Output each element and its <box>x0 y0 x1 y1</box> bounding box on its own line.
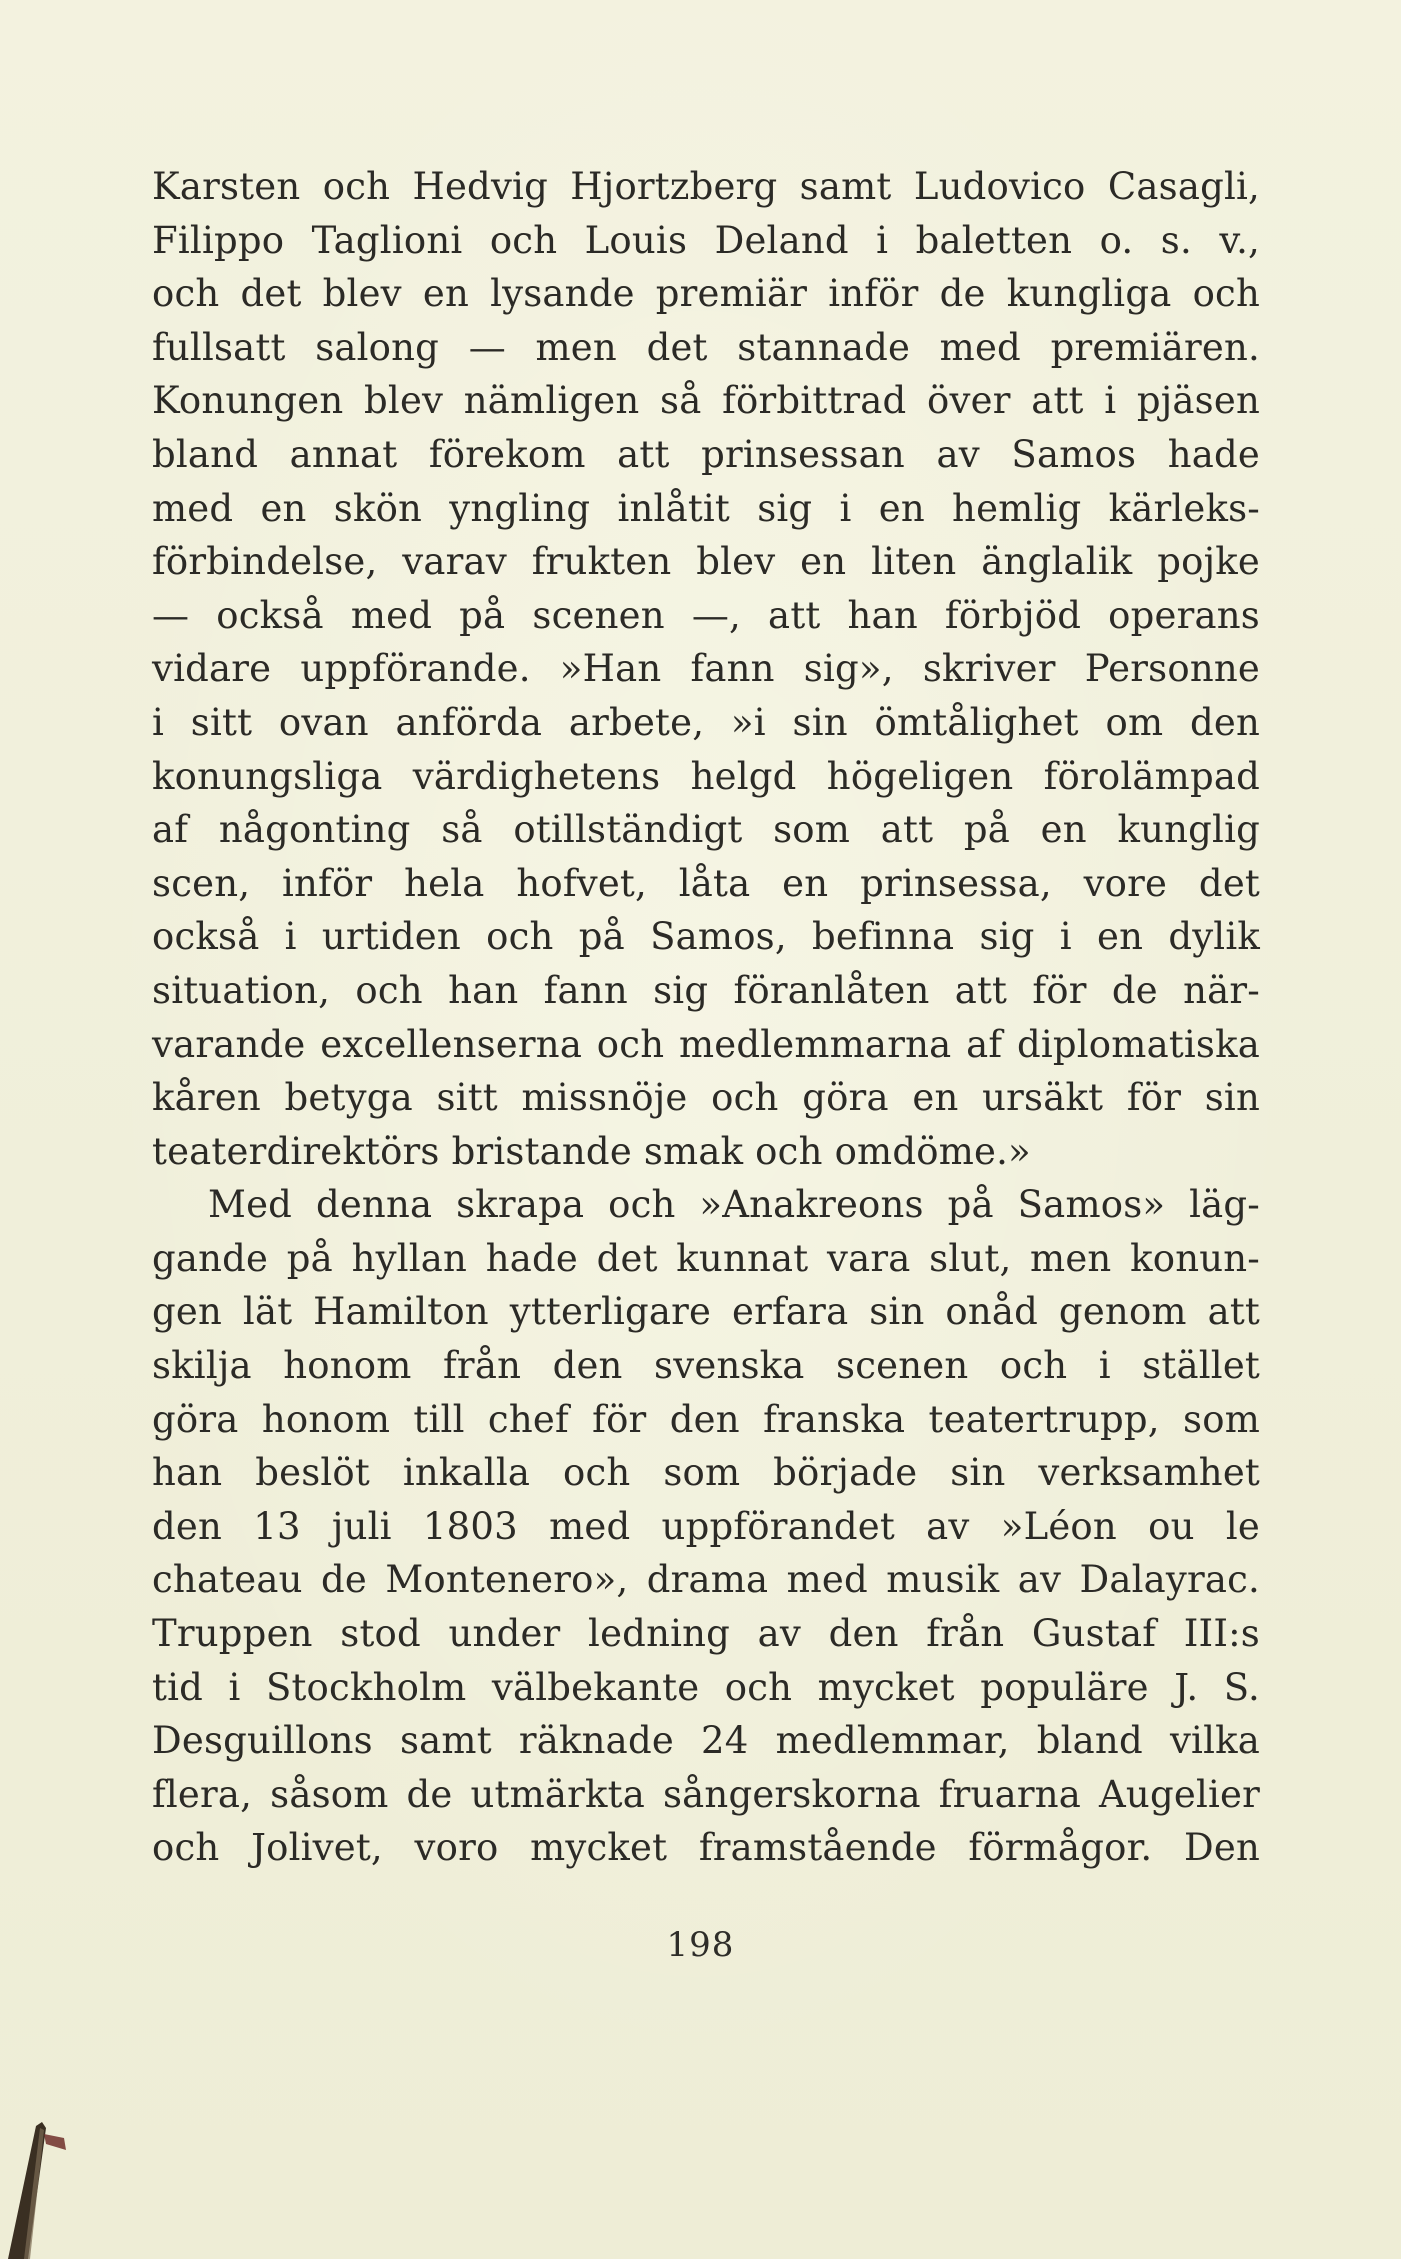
text-line-3: och det blev en lysande premiär inför de kungliga och <box>152 272 1260 316</box>
text-line-16: situation, och han fann sig föranlåten att för de när- <box>152 968 1260 1012</box>
text-line-32: och Jolivet, voro mycket framstående förmågor. Den <box>152 1826 1260 1870</box>
text-line-25: han beslöt inkalla och som började sin verksamhet <box>152 1451 1260 1495</box>
text-line-24: göra honom till chef för den franska teatertrupp, som <box>152 1397 1260 1441</box>
text-line-12: konungsliga värdighetens helgd högeligen förolämpad <box>152 754 1260 798</box>
text-line-7: med en skön yngling inlåtit sig i en hemlig kärleks- <box>152 486 1260 530</box>
text-line-26: den 13 juli 1803 med uppförandet av »Léon ou le <box>152 1504 1260 1548</box>
body-text <box>152 160 1260 1875</box>
text-line-20: Med denna skrapa och »Anakreons på Samos» läg- <box>208 1183 1260 1227</box>
text-line-30: Desguillons samt räknade 24 medlemmar, bland vilka <box>152 1719 1260 1763</box>
binding-stroke-mark <box>6 2120 68 2259</box>
text-line-23: skilja honom från den svenska scenen och i stället <box>152 1344 1260 1388</box>
text-line-15: också i urtiden och på Samos, befinna sig i en dylik <box>152 915 1260 959</box>
text-line-21: gande på hyllan hade det kunnat vara slut, men konun- <box>152 1236 1260 1280</box>
text-line-2: Filippo Taglioni och Louis Deland i baletten o. s. v., <box>152 218 1260 262</box>
page-number: 198 <box>666 1925 735 1965</box>
text-line-17: varande excellenserna och medlemmarna af diplomatiska <box>152 1022 1260 1066</box>
text-line-31: flera, såsom de utmärkta sångerskorna fruarna Augelier <box>152 1772 1260 1816</box>
text-line-22: gen lät Hamilton ytterligare erfara sin onåd genom att <box>152 1290 1260 1334</box>
text-line-11: i sitt ovan anförda arbete, »i sin ömtålighet om den <box>152 700 1260 744</box>
text-line-19: teaterdirektörs bristande smak och omdöme.» <box>152 1129 1031 1173</box>
text-line-8: förbindelse, varav frukten blev en liten änglalik pojke <box>152 540 1260 584</box>
text-line-29: tid i Stockholm välbekante och mycket populäre J. S. <box>152 1665 1260 1709</box>
text-line-10: vidare uppförande. »Han fann sig», skriver Personne <box>152 647 1260 691</box>
text-line-27: chateau de Montenero», drama med musik av Dalayrac. <box>152 1558 1260 1602</box>
text-line-13: af någonting så otillständigt som att på en kunglig <box>152 808 1260 852</box>
text-line-5: Konungen blev nämligen så förbittrad över att i pjäsen <box>152 379 1260 423</box>
text-line-9: — också med på scenen —, att han förbjöd operans <box>152 593 1260 637</box>
text-line-14: scen, inför hela hofvet, låta en prinsessa, vore det <box>152 861 1260 905</box>
text-line-18: kåren betyga sitt missnöje och göra en ursäkt för sin <box>152 1076 1260 1120</box>
text-line-4: fullsatt salong — men det stannade med premiären. <box>152 325 1260 369</box>
text-line-28: Truppen stod under ledning av den från Gustaf III:s <box>152 1612 1260 1656</box>
text-line-1: Karsten och Hedvig Hjortzberg samt Ludovico Casagli, <box>152 165 1260 208</box>
text-line-6: bland annat förekom att prinsessan av Samos hade <box>152 432 1260 476</box>
